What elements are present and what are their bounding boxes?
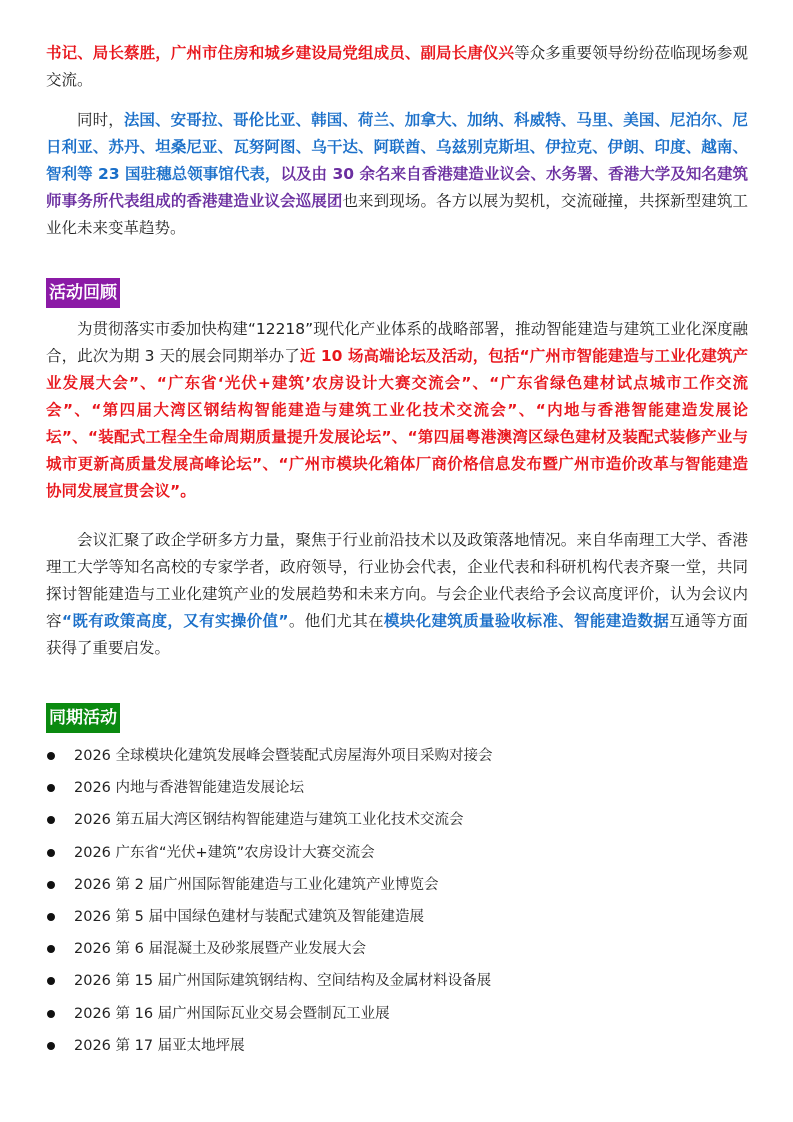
- list-item: [46, 869, 748, 901]
- bullet-icon: [47, 945, 55, 953]
- list-item-text: 2026 第 16 届广州国际瓦业交易会暨制瓦工业展: [74, 1005, 390, 1022]
- list-item-text: 2026 全球模块化建筑发展峰会暨装配式房屋海外项目采购对接会: [74, 748, 493, 764]
- forums-highlight: 近 10 场高端论坛及活动，包括“广州市智能建造与工业化建筑产业发展大会”、“广东省‘光伏+建筑’农房设计大赛交流会”、“广东省绿色建材试点城市工作交流会”、“第四届大湾区钢结构智能建造与建筑工业化技术交流会”、“内地与香港智能建造发展论坛”、“装配式工程全生命周期质量提升发展论坛”、“第四届粤港澳湾区绿色建材及装配式装修产业与城市更新高质量发展高峰论坛”、“广州市模块化箱体厂商价格信息发布暨广州市造价改革与智能建造协同发展宣贯会议”。: [46, 347, 748, 500]
- list-item: [46, 901, 748, 933]
- bullet-icon: [47, 881, 55, 889]
- summary-lead: 会议汇聚了政企学研多方力量，聚焦于行业前沿技术以及政策落地情况。来自华南理工大学、香港理工大学等知名高校的专家学者，政府领导，行业协会代表，企业代表和科研机构代表齐聚一堂，共同探讨智能建造与工业化建筑产业的发展趋势和未来方向。与会企业代表给予会议高度评价，认为会议内容: [46, 531, 748, 630]
- list-item: [46, 965, 748, 997]
- list-item: [46, 933, 748, 965]
- summary-quote: “既有政策高度，又有实操价值”: [61, 612, 289, 630]
- section-heading-concurrent: 同期活动: [46, 703, 120, 733]
- bullet-icon: [47, 1042, 55, 1050]
- list-item-text: 2026 第 2 届广州国际智能建造与工业化建筑产业博览会: [74, 876, 439, 893]
- list-item: [46, 998, 748, 1030]
- list-item-text: 2026 第 17 届亚太地坪展: [74, 1037, 245, 1054]
- list-item: [46, 837, 748, 869]
- list-item-text: 2026 第 5 届中国绿色建材与装配式建筑及智能建造展: [74, 908, 424, 925]
- summary-mid: 。他们尤其在: [288, 612, 384, 630]
- list-item: [46, 804, 748, 836]
- visitors-rest: 也来到现场。各方以展为契机，交流碰撞，共探新型建筑工业化未来变革趋势。: [46, 192, 748, 237]
- list-item: [46, 740, 748, 772]
- paragraph-forums: [46, 316, 748, 505]
- bullet-icon: [47, 784, 55, 792]
- bullet-icon: [47, 816, 55, 824]
- bullet-icon: [47, 752, 55, 760]
- forums-lead: 为贯彻落实市委加快构建“12218”现代化产业体系的战略部署，推动智能建造与建筑工业化深度融合，此次为期 3 天的展会同期举办了: [46, 320, 748, 365]
- bullet-icon: [47, 913, 55, 921]
- list-item-text: 2026 第五届大湾区钢结构智能建造与建筑工业化技术交流会: [74, 812, 464, 829]
- hk-delegation-highlight: 以及由 30 余名来自香港建造业议会、水务署、香港大学及知名建筑师事务所代表组成的香港建造业议会巡展团: [46, 165, 748, 210]
- section-heading-review: 活动回顾: [46, 278, 120, 308]
- list-item-text: 2026 第 6 届混凝土及砂浆展暨产业发展大会: [74, 941, 366, 958]
- list-item: [46, 772, 748, 804]
- summary-topics: 模块化建筑质量验收标准、智能建造数据: [383, 612, 670, 630]
- list-item-text: 2026 第 15 届广州国际建筑钢结构、空间结构及金属材料设备展: [74, 973, 492, 990]
- list-item: [46, 1030, 748, 1062]
- paragraph-leaders: [46, 40, 748, 94]
- leaders-rest: 等众多重要领导纷纷莅临现场参观交流。: [46, 44, 748, 89]
- visitors-lead: 同时，: [77, 111, 124, 129]
- paragraph-conference-summary: [46, 527, 748, 662]
- bullet-icon: [47, 849, 55, 857]
- consulates-highlight: 法国、安哥拉、哥伦比亚、韩国、荷兰、加拿大、加纳、科威特、马里、美国、尼泊尔、尼日利亚、苏丹、坦桑尼亚、瓦努阿图、乌干达、阿联酋、乌兹别克斯坦、伊拉克、伊朗、印度、越南、智利等 23 国驻穗总领事馆代表，: [46, 111, 748, 183]
- bullet-icon: [47, 1010, 55, 1018]
- bullet-icon: [47, 977, 55, 985]
- paragraph-visitors: [46, 107, 748, 242]
- summary-rest: 互通等方面获得了重要启发。: [46, 612, 748, 657]
- leaders-highlight: 书记、局长蔡胜，广州市住房和城乡建设局党组成员、副局长唐仪兴: [46, 44, 515, 62]
- list-item-text: 2026 广东省“光伏+建筑”农房设计大赛交流会: [74, 844, 375, 861]
- concurrent-events-list: [46, 740, 748, 1062]
- list-item-text: 2026 内地与香港智能建造发展论坛: [74, 780, 305, 797]
